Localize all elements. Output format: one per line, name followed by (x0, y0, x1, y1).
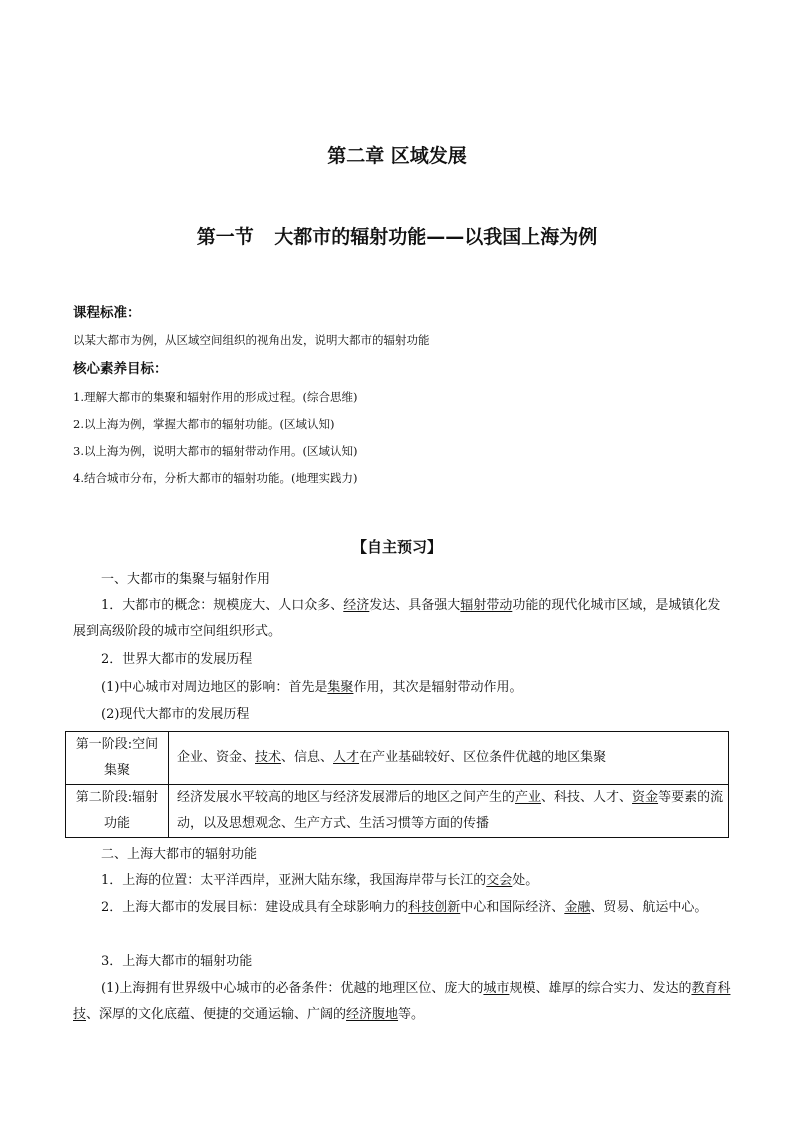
paragraph-shanghai-location: 1．上海的位置：太平洋西岸，亚洲大陆东缘，我国海岸带与长江的交会处。 (101, 873, 539, 888)
paragraph-metropolis-concept: 1．大都市的概念：规模庞大、人口众多、经济发达、具备强大辐射带动功能的现代化城市区域，是城镇化发展到高级阶段的城市空间组织形式。 (73, 598, 721, 639)
stage-description-cell: 经济发展水平较高的地区与经济发展滞后的地区之间产生的产业、科技、人才、资金等要素的流动，以及思想观念、生产方式、生活习惯等方面的传播 (169, 785, 729, 838)
paragraph-center-city-influence: (1)中心城市对周边地区的影响：首先是集聚作用，其次是辐射带动作用。 (101, 680, 523, 695)
core-literacy-label: 核心素养目标： (73, 361, 168, 377)
core-literacy-item: 2.以上海为例，掌握大都市的辐射功能。(区域认知) (73, 417, 335, 431)
table-row (66, 732, 729, 785)
paragraph-shanghai-radiation: 3．上海大都市的辐射功能 (101, 954, 253, 969)
core-literacy-item: 3.以上海为例，说明大都市的辐射带动作用。(区域认知) (73, 444, 358, 458)
development-stages-table (65, 731, 729, 838)
stage-name-cell: 第一阶段:空间集聚 (66, 732, 169, 785)
paragraph-shanghai-conditions: (1)上海拥有世界级中心城市的必备条件：优越的地理区位、庞大的城市规模、雄厚的综合实力、发达的教育科技、深厚的文化底蕴、便捷的交通运输、广阔的经济腹地等。 (73, 981, 731, 1022)
chapter-title: 第二章 区域发展 (327, 145, 467, 167)
table-row (66, 785, 729, 838)
part2-title: 二、上海大都市的辐射功能 (101, 847, 258, 862)
preview-heading: 【自主预习】 (351, 538, 442, 556)
paragraph-shanghai-goal: 2．上海大都市的发展目标：建设成具有全球影响力的科技创新中心和国际经济、金融、贸易、航运中心。 (101, 900, 708, 915)
paragraph-modern-history: (2)现代大都市的发展历程 (101, 707, 250, 722)
course-standard-label: 课程标准： (73, 305, 141, 321)
stage-description-cell: 企业、资金、技术、信息、人才在产业基础较好、区位条件优越的地区集聚 (169, 732, 729, 785)
course-standard-text: 以某大都市为例，从区域空间组织的视角出发，说明大都市的辐射功能 (73, 333, 430, 347)
section-title: 第一节 大都市的辐射功能——以我国上海为例 (196, 226, 598, 248)
stage-name-cell: 第二阶段:辐射功能 (66, 785, 169, 838)
core-literacy-item: 1.理解大都市的集聚和辐射作用的形成过程。(综合思维) (73, 390, 358, 404)
core-literacy-item: 4.结合城市分布，分析大都市的辐射功能。(地理实践力) (73, 471, 358, 485)
paragraph-development-history: 2．世界大都市的发展历程 (101, 652, 253, 667)
part1-title: 一、大都市的集聚与辐射作用 (101, 572, 271, 587)
